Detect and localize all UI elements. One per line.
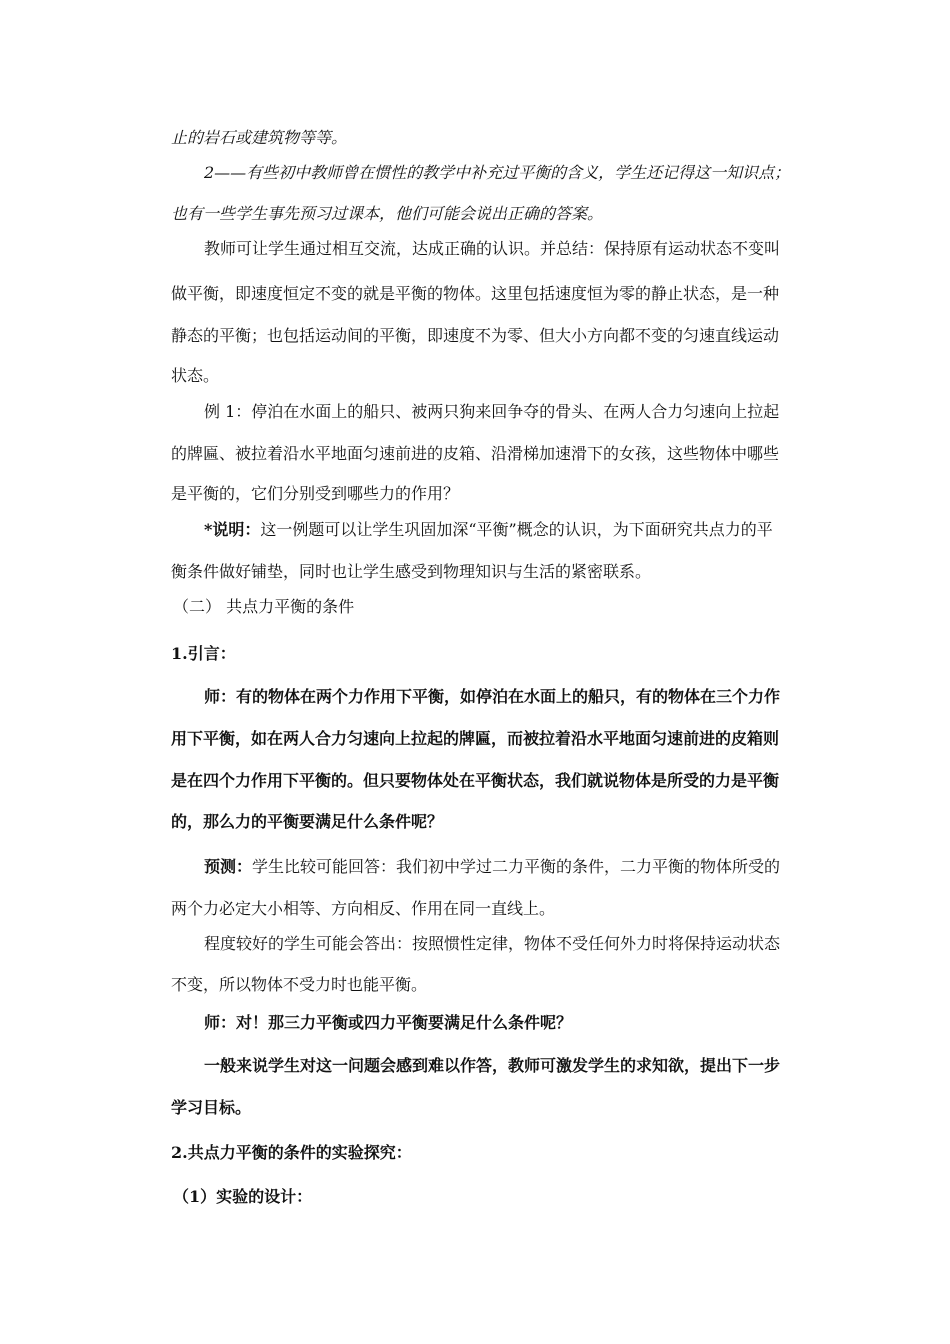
subsection-heading: 1.引言：	[171, 644, 236, 663]
text-line: 是在四个力作用下平衡的。但只要物体处在平衡状态，我们就说物体是所受的力是平衡	[171, 771, 780, 790]
predict-paragraph-line	[204, 856, 816, 878]
text-line: 师：对！那三力平衡或四力平衡要满足什么条件呢？	[204, 1013, 573, 1032]
text-line: 静态的平衡；也包括运动间的平衡，即速度不为零、但大小方向都不变的匀速直线运动	[171, 326, 780, 345]
predict-label: 预测：	[204, 857, 253, 876]
text-line: 做平衡，即速度恒定不变的就是平衡的物体。这里包括速度恒为零的静止状态，是一种	[171, 284, 780, 303]
text-line: 状态。	[171, 366, 220, 385]
text-line: 教师可让学生通过相互交流，达成正确的认识。并总结：保持原有运动状态不变叫	[204, 239, 781, 258]
text-line: 的牌匾、被拉着沿水平地面匀速前进的皮箱、沿滑梯加速滑下的女孩，这些物体中哪些	[171, 444, 780, 463]
text-line: 止的岩石或建筑物等等。	[171, 128, 348, 147]
section-heading: （二） 共点力平衡的条件	[173, 597, 355, 616]
text-line: 用下平衡，如在两人合力匀速向上拉起的牌匾，而被拉着沿水平地面匀速前进的皮箱则	[171, 729, 780, 748]
text-line: 也有一些学生事先预习过课本，他们可能会说出正确的答案。	[171, 204, 604, 223]
text-line: 例 1：停泊在水面上的船只、被两只狗来回争夺的骨头、在两人合力匀速向上拉起	[204, 402, 780, 421]
subsection-heading: 2.共点力平衡的条件的实验探究：	[171, 1143, 412, 1162]
subsection-heading: （1）实验的设计：	[173, 1187, 313, 1206]
text-line: 不变，所以物体不受力时也能平衡。	[171, 975, 428, 994]
text-line: 学习目标。	[171, 1098, 252, 1117]
text-line: 师：有的物体在两个力作用下平衡，如停泊在水面上的船只，有的物体在三个力作	[204, 687, 781, 706]
text-line: 2——有些初中教师曾在惯性的教学中补充过平衡的含义，学生还记得这一知识点；	[204, 163, 791, 182]
predict-text: 学生比较可能回答：我们初中学过二力平衡的条件，二力平衡的物体所受的	[252, 857, 781, 876]
text-line: 的，那么力的平衡要满足什么条件呢？	[171, 812, 444, 831]
text-line: 是平衡的，它们分别受到哪些力的作用？	[171, 484, 460, 503]
note-text: 这一例题可以让学生巩固加深“平衡”概念的认识，为下面研究共点力的平	[260, 520, 773, 539]
note-paragraph-line	[204, 519, 816, 541]
text-line: 两个力必定大小相等、方向相反、作用在同一直线上。	[171, 899, 556, 918]
note-label: *说明：	[204, 520, 261, 539]
text-line: 衡条件做好铺垫，同时也让学生感受到物理知识与生活的紧密联系。	[171, 562, 652, 581]
text-line: 程度较好的学生可能会答出：按照惯性定律，物体不受任何外力时将保持运动状态	[204, 934, 781, 953]
text-line: 一般来说学生对这一问题会感到难以作答，教师可激发学生的求知欲，提出下一步	[204, 1056, 781, 1075]
